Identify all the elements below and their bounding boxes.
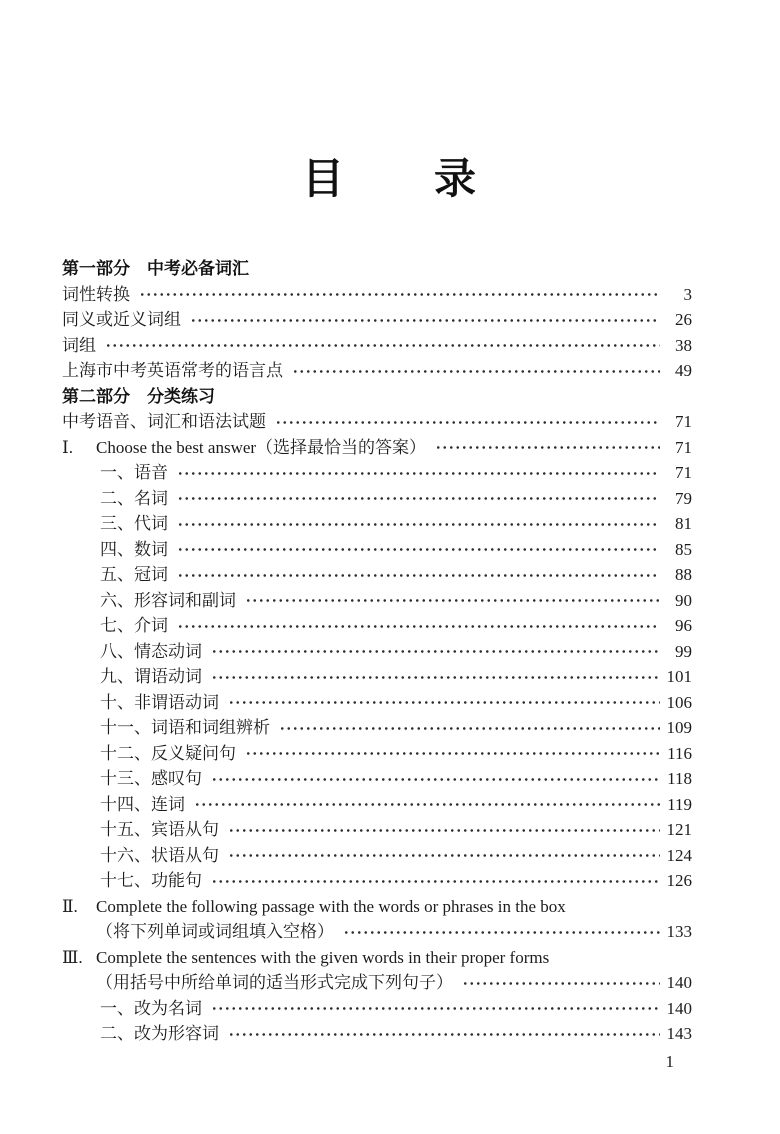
toc-entry-title: 一、语音 <box>100 463 168 482</box>
toc-row <box>62 970 692 996</box>
dot-leader <box>275 409 660 435</box>
dot-leader <box>228 690 660 716</box>
toc-row <box>62 562 692 588</box>
toc-entry-title: 第二部分 分类练习 <box>62 386 215 406</box>
toc-row <box>62 868 692 894</box>
toc-entry-title: 五、冠词 <box>100 565 168 584</box>
toc-entry-title: 九、谓语动词 <box>100 667 202 686</box>
toc-entry-title: （用括号中所给单词的适当形式完成下列句子） <box>96 973 453 992</box>
toc-entry-title: 同义或近义词组 <box>62 310 181 329</box>
toc-entry-title: 十五、宾语从句 <box>100 820 219 839</box>
dot-leader <box>177 537 660 563</box>
toc-entry-title: 十三、感叹句 <box>100 769 202 788</box>
toc-entry-title: 词性转换 <box>62 284 130 304</box>
dot-leader <box>211 639 660 665</box>
dot-leader <box>177 613 660 639</box>
toc-entry-title: Complete the sentences with the given words in their proper forms <box>96 947 550 967</box>
toc-row <box>62 256 692 282</box>
toc-row <box>62 435 692 461</box>
toc-entry-page: 71 <box>675 463 692 482</box>
toc-row <box>62 486 692 512</box>
dot-leader <box>177 460 660 486</box>
toc-entry-title: 十、非谓语动词 <box>100 692 219 712</box>
toc-row <box>62 919 692 945</box>
dot-leader <box>211 664 660 690</box>
toc-list <box>62 256 692 1047</box>
toc-entry-title: 七、介词 <box>100 616 168 635</box>
toc-entry-page: 116 <box>667 743 692 763</box>
toc-entry-title: Complete the following passage with the words or phrases in the box <box>96 896 566 916</box>
page-number: 1 <box>665 1052 674 1071</box>
dot-leader <box>228 1021 660 1047</box>
toc-entry-title: 四、数词 <box>100 539 168 559</box>
toc-row <box>62 792 692 818</box>
toc-row <box>62 639 692 665</box>
toc-entry-page: 121 <box>666 820 692 839</box>
toc-entry-page: 101 <box>666 667 692 686</box>
toc-entry-page: 99 <box>675 641 692 661</box>
dot-leader <box>190 307 660 333</box>
dot-leader <box>211 996 660 1022</box>
dot-leader <box>177 562 660 588</box>
toc-row <box>62 741 692 767</box>
toc-entry-page: 143 <box>666 1024 692 1043</box>
toc-entry-page: 140 <box>666 973 692 992</box>
toc-entry-page: 71 <box>675 412 692 431</box>
toc-entry-page: 3 <box>683 284 692 304</box>
toc-entry-title: 八、情态动词 <box>100 641 202 661</box>
toc-entry-page: 109 <box>666 718 692 737</box>
toc-row <box>62 358 692 384</box>
toc-row <box>62 511 692 537</box>
dot-leader <box>279 715 660 741</box>
toc-entry-title: 十六、状语从句 <box>100 845 219 865</box>
toc-entry-page: 119 <box>667 794 692 814</box>
dot-leader <box>211 868 660 894</box>
toc-entry-page: 81 <box>675 514 692 533</box>
dot-leader <box>177 511 660 537</box>
toc-entry-marker: Ⅱ. <box>62 896 78 916</box>
toc-entry-title: 二、改为形容词 <box>100 1024 219 1043</box>
toc-row <box>62 460 692 486</box>
toc-row <box>62 282 692 308</box>
toc-entry-page: 38 <box>675 335 692 355</box>
dot-leader <box>435 435 660 461</box>
toc-row <box>62 664 692 690</box>
toc-row <box>62 894 692 920</box>
toc-row <box>62 409 692 435</box>
dot-leader <box>228 843 660 869</box>
dot-leader <box>228 817 660 843</box>
toc-entry-page: 126 <box>666 871 692 890</box>
dot-leader <box>139 282 660 308</box>
toc-row <box>62 843 692 869</box>
toc-row <box>62 996 692 1022</box>
dot-leader <box>194 792 660 818</box>
toc-row <box>62 613 692 639</box>
toc-entry-marker: Ⅰ. <box>62 437 73 457</box>
toc-entry-title: 一、改为名词 <box>100 998 202 1018</box>
toc-entry-page: 79 <box>675 488 692 508</box>
toc-entry-title: 三、代词 <box>100 514 168 533</box>
toc-row <box>62 945 692 971</box>
toc-row <box>62 1021 692 1047</box>
toc-entry-title: 十二、反义疑问句 <box>100 743 236 763</box>
toc-row <box>62 307 692 333</box>
toc-entry-page: 90 <box>675 590 692 610</box>
toc-entry-page: 26 <box>675 310 692 329</box>
toc-entry-title: 词组 <box>62 335 96 355</box>
dot-leader <box>105 333 660 359</box>
toc-entry-title: 上海市中考英语常考的语言点 <box>62 361 283 380</box>
toc-entry-title: 第一部分 中考必备词汇 <box>62 259 249 278</box>
dot-leader <box>462 970 660 996</box>
toc-entry-page: 49 <box>675 361 692 380</box>
toc-entry-page: 96 <box>675 616 692 635</box>
dot-leader <box>177 486 660 512</box>
toc-entry-title: （将下列单词或词组填入空格） <box>96 922 334 941</box>
toc-entry-page: 85 <box>675 539 692 559</box>
toc-row <box>62 715 692 741</box>
dot-leader <box>245 741 660 767</box>
toc-entry-page: 88 <box>675 565 692 584</box>
dot-leader <box>245 588 660 614</box>
toc-entry-title: Choose the best answer（选择最恰当的答案） <box>96 437 427 457</box>
toc-entry-title: 十一、词语和词组辨析 <box>100 718 270 737</box>
toc-entry-title: 六、形容词和副词 <box>100 590 236 610</box>
toc-row <box>62 690 692 716</box>
dot-leader <box>292 358 660 384</box>
page-title: 目 录 <box>301 155 478 202</box>
toc-entry-page: 106 <box>666 692 692 712</box>
toc-row <box>62 817 692 843</box>
toc-entry-page: 124 <box>666 845 692 865</box>
toc-row <box>62 333 692 359</box>
toc-entry-page: 133 <box>666 922 692 941</box>
toc-entry-title: 二、名词 <box>100 488 168 508</box>
toc-entry-page: 118 <box>667 769 692 788</box>
toc-row <box>62 766 692 792</box>
toc-entry-page: 71 <box>675 437 692 457</box>
dot-leader <box>211 766 660 792</box>
toc-entry-title: 十七、功能句 <box>100 871 202 890</box>
toc-entry-marker: Ⅲ. <box>62 947 83 967</box>
toc-entry-title: 十四、连词 <box>100 794 185 814</box>
toc-row <box>62 588 692 614</box>
toc-entry-page: 140 <box>666 998 692 1018</box>
toc-row <box>62 384 692 410</box>
toc-entry-title: 中考语音、词汇和语法试题 <box>62 412 266 431</box>
toc-row <box>62 537 692 563</box>
dot-leader <box>343 919 660 945</box>
